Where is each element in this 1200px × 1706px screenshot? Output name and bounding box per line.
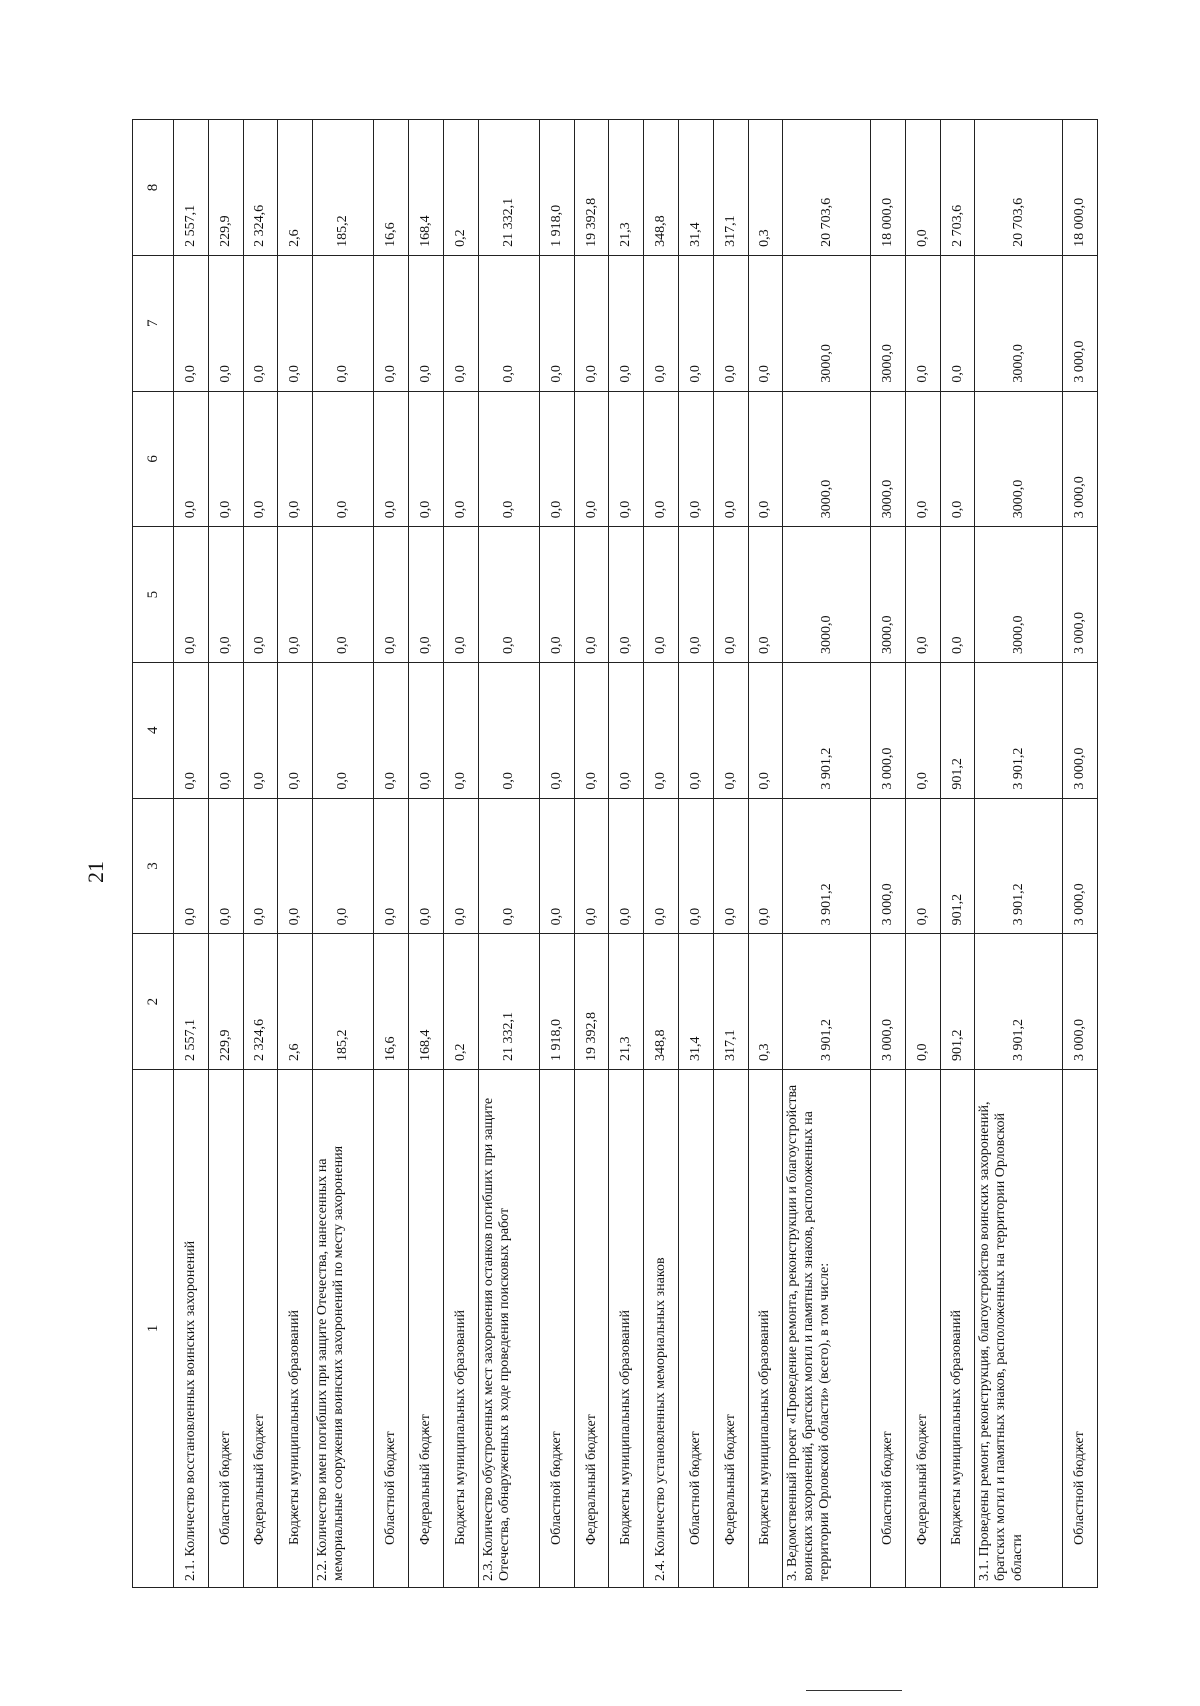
cell-value: 0,0 (443, 662, 478, 798)
cell-value: 0,0 (713, 255, 748, 391)
cell-value: 2 703,6 (940, 120, 975, 256)
cell-value: 3 000,0 (871, 798, 906, 934)
table-row (574, 120, 609, 1588)
table-row (539, 120, 574, 1588)
column-header: 4 (133, 662, 174, 798)
cell-value: 0,0 (748, 391, 783, 527)
cell-value: 0,0 (905, 255, 940, 391)
cell-value: 0,0 (443, 391, 478, 527)
cell-value: 0,0 (278, 391, 313, 527)
row-label: Федеральный бюджет (905, 1070, 940, 1588)
table-row (374, 120, 409, 1588)
cell-value: 901,2 (940, 798, 975, 934)
cell-value: 3000,0 (871, 391, 906, 527)
cell-value: 0,2 (443, 120, 478, 256)
cell-value: 0,0 (609, 391, 644, 527)
cell-value: 0,0 (313, 798, 374, 934)
cell-value: 0,0 (644, 798, 679, 934)
row-label: 3.1. Проведены ремонт, реконструкция, благоустройство воинских захоронений, братских могил и памятных знаков, расположенных на территории Орловской области (975, 1070, 1063, 1588)
cell-value: 0,0 (374, 798, 409, 934)
cell-value: 0,0 (243, 798, 278, 934)
cell-value: 3000,0 (871, 527, 906, 663)
header-row (133, 120, 174, 1588)
cell-value: 0,0 (574, 391, 609, 527)
cell-value: 2,6 (278, 120, 313, 256)
table-row (313, 120, 374, 1588)
cell-value: 0,0 (243, 527, 278, 663)
column-header: 8 (133, 120, 174, 256)
footer-rule (806, 1690, 902, 1691)
cell-value: 0,0 (644, 527, 679, 663)
cell-value: 0,0 (174, 662, 209, 798)
row-label: Бюджеты муниципальных образований (278, 1070, 313, 1588)
cell-value: 3 000,0 (1063, 934, 1098, 1070)
column-header: 5 (133, 527, 174, 663)
cell-value: 0,0 (313, 255, 374, 391)
cell-value: 0,0 (443, 527, 478, 663)
row-label: 2.3. Количество обустроенных мест захоронения останков погибших при защите Отечества, обнаруженных в ходе проведения поисковых работ (478, 1070, 539, 1588)
table-row (713, 120, 748, 1588)
cell-value: 0,0 (940, 255, 975, 391)
cell-value: 1 918,0 (539, 934, 574, 1070)
cell-value: 0,0 (713, 527, 748, 663)
cell-value: 0,0 (609, 527, 644, 663)
cell-value: 0,0 (940, 391, 975, 527)
cell-value: 16,6 (374, 934, 409, 1070)
column-header: 3 (133, 798, 174, 934)
cell-value: 0,0 (174, 391, 209, 527)
cell-value: 0,0 (905, 934, 940, 1070)
cell-value: 0,0 (905, 120, 940, 256)
cell-value: 0,0 (443, 255, 478, 391)
cell-value: 3 000,0 (1063, 391, 1098, 527)
table-row (871, 120, 906, 1588)
cell-value: 0,0 (905, 662, 940, 798)
row-label: Бюджеты муниципальных образований (940, 1070, 975, 1588)
table-row (443, 120, 478, 1588)
row-label: Федеральный бюджет (713, 1070, 748, 1588)
row-label: Областной бюджет (374, 1070, 409, 1588)
cell-value: 0,0 (278, 255, 313, 391)
cell-value: 0,0 (409, 662, 444, 798)
cell-value: 19 392,8 (574, 120, 609, 256)
cell-value: 0,0 (574, 798, 609, 934)
cell-value: 0,0 (374, 662, 409, 798)
cell-value: 0,0 (609, 255, 644, 391)
cell-value: 0,0 (539, 255, 574, 391)
budget-table (132, 119, 1098, 1588)
cell-value: 0,0 (748, 798, 783, 934)
cell-value: 0,0 (478, 255, 539, 391)
cell-value: 0,2 (443, 934, 478, 1070)
cell-value: 0,0 (609, 798, 644, 934)
cell-value: 3 000,0 (1063, 527, 1098, 663)
table-row (678, 120, 713, 1588)
cell-value: 2 557,1 (174, 120, 209, 256)
column-header: 6 (133, 391, 174, 527)
cell-value: 0,0 (905, 798, 940, 934)
cell-value: 0,0 (678, 527, 713, 663)
cell-value: 0,0 (243, 391, 278, 527)
cell-value: 21 332,1 (478, 120, 539, 256)
cell-value: 0,0 (374, 391, 409, 527)
cell-value: 0,0 (243, 662, 278, 798)
cell-value: 0,0 (644, 391, 679, 527)
cell-value: 0,0 (409, 798, 444, 934)
cell-value: 18 000,0 (871, 120, 906, 256)
cell-value: 21 332,1 (478, 934, 539, 1070)
cell-value: 2,6 (278, 934, 313, 1070)
cell-value: 3 000,0 (871, 662, 906, 798)
cell-value: 168,4 (409, 934, 444, 1070)
cell-value: 0,0 (278, 798, 313, 934)
table-row (208, 120, 243, 1588)
cell-value: 0,0 (539, 662, 574, 798)
table-row (975, 120, 1063, 1588)
cell-value: 0,0 (940, 527, 975, 663)
page-number: 21 (83, 861, 108, 883)
cell-value: 317,1 (713, 120, 748, 256)
cell-value: 0,0 (174, 527, 209, 663)
cell-value: 20 703,6 (975, 120, 1063, 256)
cell-value: 0,0 (713, 798, 748, 934)
cell-value: 1 918,0 (539, 120, 574, 256)
cell-value: 0,0 (609, 662, 644, 798)
row-label: Федеральный бюджет (574, 1070, 609, 1588)
cell-value: 0,0 (574, 255, 609, 391)
cell-value: 0,0 (313, 662, 374, 798)
table-row (783, 120, 871, 1588)
cell-value: 0,0 (748, 255, 783, 391)
cell-value: 0,0 (539, 391, 574, 527)
cell-value: 18 000,0 (1063, 120, 1098, 256)
cell-value: 3 901,2 (783, 662, 871, 798)
cell-value: 185,2 (313, 934, 374, 1070)
column-header: 2 (133, 934, 174, 1070)
cell-value: 0,0 (678, 391, 713, 527)
row-label: Областной бюджет (678, 1070, 713, 1588)
cell-value: 0,0 (409, 527, 444, 663)
cell-value: 0,0 (478, 391, 539, 527)
cell-value: 0,0 (243, 255, 278, 391)
row-label: Бюджеты муниципальных образований (443, 1070, 478, 1588)
cell-value: 0,0 (478, 527, 539, 663)
cell-value: 185,2 (313, 120, 374, 256)
cell-value: 0,0 (539, 527, 574, 663)
cell-value: 0,3 (748, 934, 783, 1070)
cell-value: 31,4 (678, 934, 713, 1070)
cell-value: 0,0 (409, 391, 444, 527)
cell-value: 3 901,2 (975, 934, 1063, 1070)
table-row (940, 120, 975, 1588)
cell-value: 21,3 (609, 120, 644, 256)
cell-value: 0,0 (208, 798, 243, 934)
cell-value: 0,0 (478, 798, 539, 934)
cell-value: 2 557,1 (174, 934, 209, 1070)
cell-value: 0,0 (278, 662, 313, 798)
cell-value: 3 901,2 (975, 798, 1063, 934)
cell-value: 3 000,0 (871, 934, 906, 1070)
cell-value: 0,0 (208, 255, 243, 391)
cell-value: 3 000,0 (1063, 798, 1098, 934)
cell-value: 3000,0 (975, 255, 1063, 391)
cell-value: 2 324,6 (243, 120, 278, 256)
cell-value: 3 000,0 (1063, 255, 1098, 391)
table-row (174, 120, 209, 1588)
row-label: 2.4. Количество установленных мемориальных знаков (644, 1070, 679, 1588)
table-row (243, 120, 278, 1588)
cell-value: 3000,0 (871, 255, 906, 391)
cell-value: 0,0 (478, 662, 539, 798)
table-body (174, 120, 1098, 1588)
budget-table-sheet (132, 120, 1098, 1588)
cell-value: 3000,0 (783, 527, 871, 663)
cell-value: 168,4 (409, 120, 444, 256)
cell-value: 0,0 (208, 527, 243, 663)
cell-value: 0,0 (748, 527, 783, 663)
row-label: Областной бюджет (1063, 1070, 1098, 1588)
cell-value: 229,9 (208, 120, 243, 256)
cell-value: 16,6 (374, 120, 409, 256)
cell-value: 31,4 (678, 120, 713, 256)
cell-value: 21,3 (609, 934, 644, 1070)
cell-value: 0,0 (574, 527, 609, 663)
row-label: 3. Ведомственный проект «Проведение ремонта, реконструкции и благоустройства воинских захоронений, братских могил и памятных знаков, расположенных на территории Орловской области» (всего), в том числе: (783, 1070, 871, 1588)
row-label: 2.1. Количество восстановленных воинских захоронений (174, 1070, 209, 1588)
cell-value: 901,2 (940, 662, 975, 798)
cell-value: 3 000,0 (1063, 662, 1098, 798)
cell-value: 0,0 (174, 255, 209, 391)
row-label: Бюджеты муниципальных образований (748, 1070, 783, 1588)
cell-value: 0,0 (443, 798, 478, 934)
cell-value: 901,2 (940, 934, 975, 1070)
cell-value: 0,0 (713, 662, 748, 798)
cell-value: 3 901,2 (783, 934, 871, 1070)
table-row (1063, 120, 1098, 1588)
cell-value: 3000,0 (783, 255, 871, 391)
cell-value: 20 703,6 (783, 120, 871, 256)
cell-value: 317,1 (713, 934, 748, 1070)
cell-value: 0,3 (748, 120, 783, 256)
cell-value: 229,9 (208, 934, 243, 1070)
table-row (644, 120, 679, 1588)
table-row (478, 120, 539, 1588)
cell-value: 3 901,2 (975, 662, 1063, 798)
cell-value: 348,8 (644, 934, 679, 1070)
cell-value: 0,0 (713, 391, 748, 527)
row-label: Бюджеты муниципальных образований (609, 1070, 644, 1588)
cell-value: 0,0 (174, 798, 209, 934)
table-row (905, 120, 940, 1588)
cell-value: 0,0 (678, 255, 713, 391)
table-row (748, 120, 783, 1588)
cell-value: 0,0 (678, 798, 713, 934)
cell-value: 3 901,2 (783, 798, 871, 934)
cell-value: 0,0 (374, 255, 409, 391)
row-label: Федеральный бюджет (409, 1070, 444, 1588)
table-row (409, 120, 444, 1588)
cell-value: 0,0 (574, 662, 609, 798)
cell-value: 3000,0 (783, 391, 871, 527)
cell-value: 348,8 (644, 120, 679, 256)
cell-value: 0,0 (409, 255, 444, 391)
cell-value: 2 324,6 (243, 934, 278, 1070)
cell-value: 0,0 (644, 662, 679, 798)
cell-value: 0,0 (748, 662, 783, 798)
row-label: 2.2. Количество имен погибших при защите Отечества, нанесенных на мемориальные сооружения воинских захоронений по месту захоронения (313, 1070, 374, 1588)
cell-value: 0,0 (539, 798, 574, 934)
cell-value: 0,0 (208, 391, 243, 527)
cell-value: 0,0 (313, 527, 374, 663)
cell-value: 0,0 (905, 391, 940, 527)
column-header: 7 (133, 255, 174, 391)
row-label: Областной бюджет (208, 1070, 243, 1588)
cell-value: 0,0 (208, 662, 243, 798)
cell-value: 0,0 (374, 527, 409, 663)
cell-value: 0,0 (678, 662, 713, 798)
cell-value: 0,0 (278, 527, 313, 663)
table-row (609, 120, 644, 1588)
column-header: 1 (133, 1070, 174, 1588)
cell-value: 0,0 (313, 391, 374, 527)
row-label: Областной бюджет (539, 1070, 574, 1588)
cell-value: 3000,0 (975, 391, 1063, 527)
cell-value: 3000,0 (975, 527, 1063, 663)
table-row (278, 120, 313, 1588)
row-label: Областной бюджет (871, 1070, 906, 1588)
cell-value: 0,0 (644, 255, 679, 391)
row-label: Федеральный бюджет (243, 1070, 278, 1588)
cell-value: 0,0 (905, 527, 940, 663)
cell-value: 19 392,8 (574, 934, 609, 1070)
